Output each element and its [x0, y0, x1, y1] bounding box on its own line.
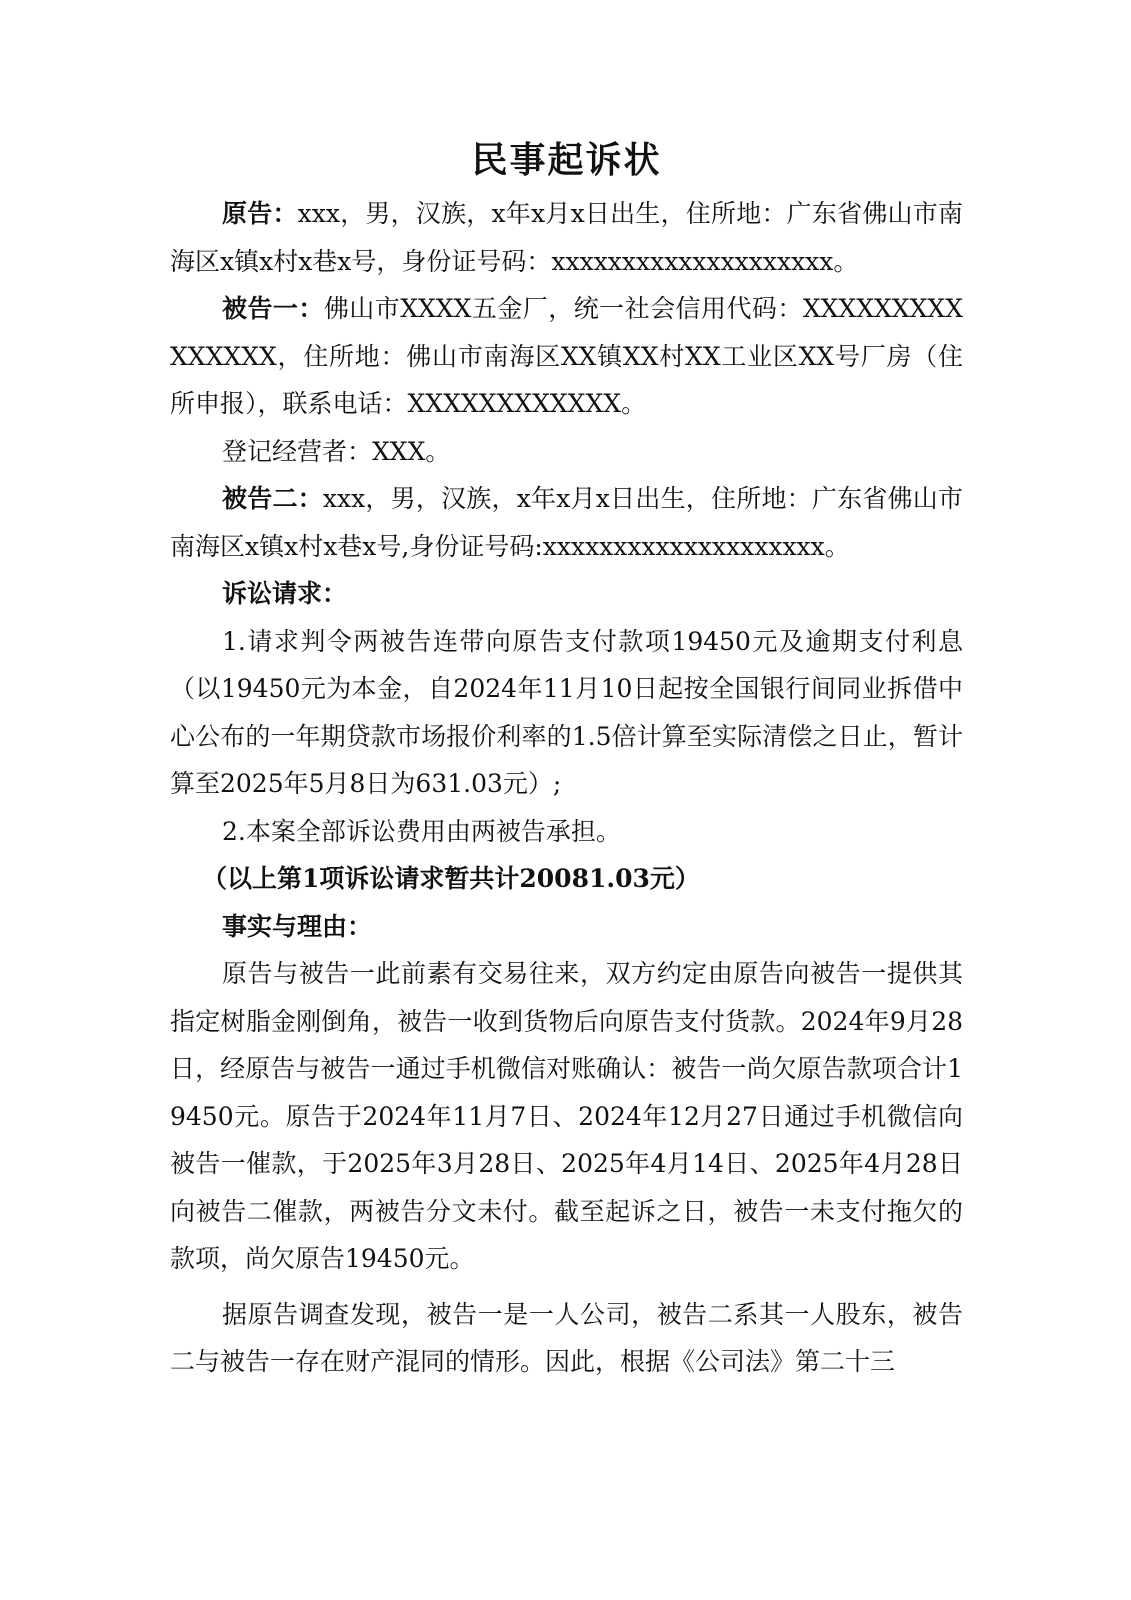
- claims-heading: 诉讼请求：: [222, 579, 348, 608]
- facts-heading: 事实与理由：: [222, 911, 373, 941]
- defendant1-label: 被告一：: [222, 294, 324, 323]
- facts-paragraph: 原告与被告一此前素有交易往来，双方约定由原告向被告一提供其指定树脂金刚倒角，被告一收到货物后向原告支付货款。2024年9月28日，经原告与被告一通过手机微信对账确认：被告一尚欠原告款项合计19450元。原告于2024年11月7日、2024年12月27日通过手机微信向被告一催款，于2025年3月28日、2025年4月14日、2025年4月28日向被告二催款，两被告分文未付。截至起诉之日，被告一未支付拖欠的款项，尚欠原告19450元。: [170, 959, 963, 1273]
- defendant2-paragraph: [170, 475, 963, 570]
- plaintiff-text: xxx，男，汉族，x年x月x日出生，住所地：广东省佛山市南海区x镇x村x巷x号，身份证号码：xxxxxxxxxxxxxxxxxxxx。: [170, 199, 963, 276]
- claim-item: 2.本案全部诉讼费用由两被告承担。: [222, 816, 621, 846]
- operator-paragraph: 登记经营者：XXX。: [222, 436, 451, 466]
- defendant1-paragraph: [170, 285, 963, 428]
- facts-paragraph: 据原告调查发现，被告一是一人公司，被告二系其一人股东，被告二与被告一存在财产混同的情形。因此，根据《公司法》第二十三: [170, 1299, 963, 1376]
- defendant1-text: 佛山市XXXX五金厂，统一社会信用代码：XXXXXXXXXXXXXXX，住所地：佛山市南海区XX镇XX村XX工业区XX号厂房（住所申报），联系电话：XXXXXXXXXXXX。: [170, 294, 963, 418]
- defendant2-text: xxx，男，汉族，x年x月x日出生，住所地：广东省佛山市南海区x镇x村x巷x号,身份证号码:xxxxxxxxxxxxxxxxxxxx。: [170, 484, 963, 561]
- claims-total: （以上第1项诉讼请求暂共计20081.03元）: [202, 864, 700, 893]
- plaintiff-paragraph: [170, 190, 963, 285]
- defendant2-label: 被告二：: [222, 484, 323, 513]
- claim-item: 1.请求判令两被告连带向原告支付款项19450元及逾期支付利息（以19450元为本金，自2024年11月10日起按全国银行间同业拆借中心公布的一年期贷款市场报价利率的1.5倍计算至实际清偿之日止，暂计算至2025年5月8日为631.03元）;: [170, 626, 963, 798]
- plaintiff-label: 原告：: [222, 199, 298, 228]
- document-title: 民事起诉状: [471, 139, 662, 181]
